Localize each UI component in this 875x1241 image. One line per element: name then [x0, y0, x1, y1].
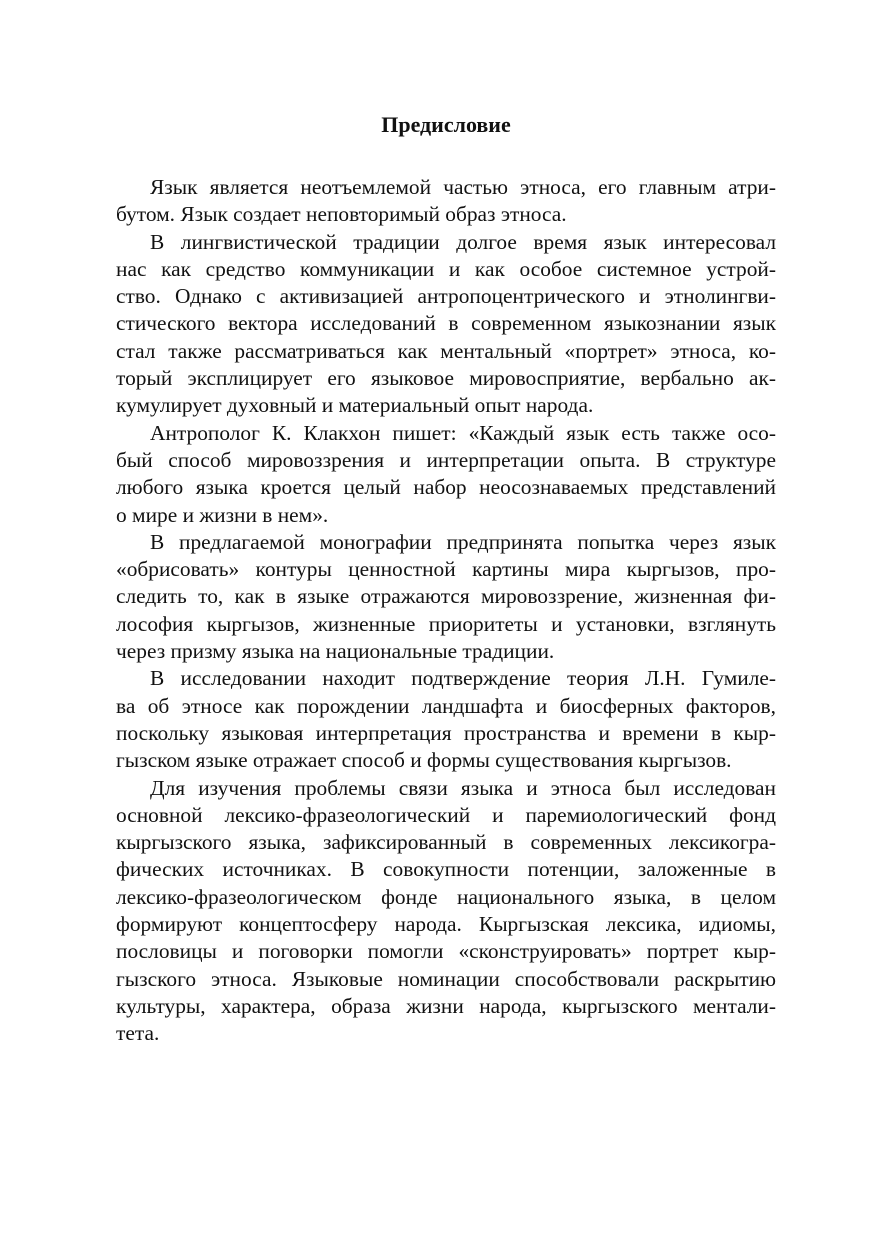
text-line: следить то, как в языке отражаются мировоззрение, жизненная фи-: [116, 584, 776, 609]
text-line: любого языка кроется целый набор неосознаваемых представлений: [116, 475, 776, 500]
text-line: кыргызского языка, зафиксированный в современных лексикогра-: [116, 830, 776, 855]
text-line: ва об этносе как порождении ландшафта и биосферных факторов,: [116, 693, 776, 718]
page-title: Предисловие: [381, 112, 511, 137]
paragraph: [116, 665, 776, 774]
text-line: культуры, характера, образа жизни народа, кыргызского ментали-: [116, 993, 776, 1018]
text-line: бутом. Язык создает неповторимый образ этноса.: [116, 202, 567, 227]
text-line: бый способ мировоззрения и интерпретации опыта. В структуре: [116, 447, 776, 472]
text-line: торый эксплицирует его языковое мировосприятие, вербально ак-: [116, 366, 776, 391]
text-line: Язык является неотъемлемой частью этноса, его главным атри-: [150, 175, 776, 199]
text-line: В предлагаемой монографии предпринята попытка через язык: [150, 529, 776, 554]
body-text: [116, 174, 776, 1048]
text-line: гызского этноса. Языковые номинации способствовали раскрытию: [116, 966, 776, 991]
text-line: В лингвистической традиции долгое время язык интересовал: [150, 229, 776, 254]
text-line: фических источниках. В совокупности потенции, заложенные в: [116, 857, 776, 882]
text-line: тета.: [116, 1021, 160, 1046]
text-line: лософия кыргызов, жизненные приоритеты и установки, взглянуть: [116, 611, 776, 636]
text-line: ство. Однако с активизацией антропоцентрического и этнолингви-: [116, 284, 776, 309]
text-line: кумулирует духовный и материальный опыт народа.: [116, 393, 594, 418]
text-line: лексико-фразеологическом фонде национального языка, в целом: [116, 884, 776, 909]
text-line: стал также рассматриваться как ментальный «портрет» этноса, ко-: [116, 338, 776, 363]
text-line: пословицы и поговорки помогли «сконструировать» портрет кыр-: [116, 939, 776, 964]
paragraph: [116, 229, 776, 420]
text-line: Антрополог К. Клакхон пишет: «Каждый язык есть также осо-: [150, 420, 776, 445]
paragraph: [116, 529, 776, 665]
text-line: формируют концептосферу народа. Кыргызская лексика, идиомы,: [116, 912, 776, 937]
document-page: [116, 110, 776, 1048]
text-line: стического вектора исследований в современном языкознании язык: [116, 311, 776, 336]
paragraph: [116, 775, 776, 1048]
text-line: поскольку языковая интерпретация пространства и времени в кыр-: [116, 720, 776, 745]
text-line: В исследовании находит подтверждение теория Л.Н. Гумиле-: [150, 666, 776, 691]
text-line: «обрисовать» контуры ценностной картины мира кыргызов, про-: [116, 557, 776, 582]
text-line: Для изучения проблемы связи языка и этноса был исследован: [150, 775, 776, 800]
text-line: основной лексико-фразеологический и паремиологический фонд: [116, 802, 776, 827]
text-line: о мире и жизни в нем».: [116, 502, 329, 527]
paragraph: [116, 174, 776, 229]
text-line: гызском языке отражает способ и формы существования кыргызов.: [116, 748, 732, 773]
text-line: через призму языка на национальные традиции.: [116, 639, 555, 664]
paragraph: [116, 420, 776, 529]
text-line: нас как средство коммуникации и как особое системное устрой-: [116, 256, 776, 281]
